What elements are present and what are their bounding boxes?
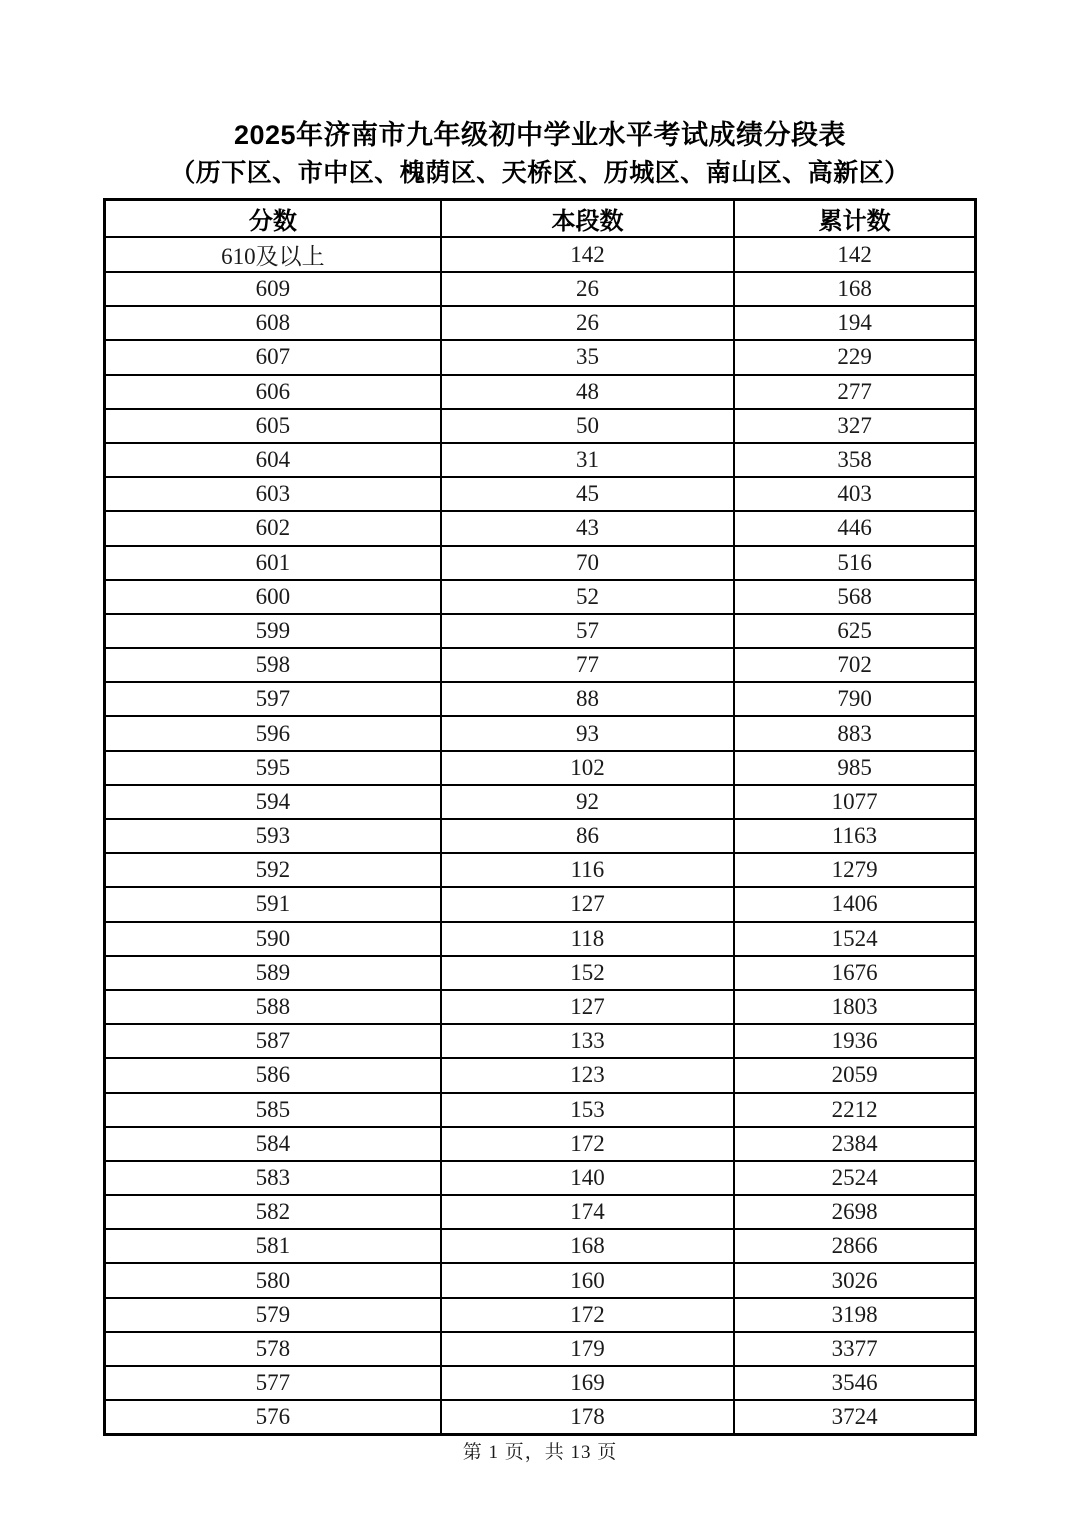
cumulative-count-cell: 1406: [734, 887, 975, 921]
score-cell: 594: [105, 785, 441, 819]
score-cell: 604: [105, 443, 441, 477]
segment-count-cell: 118: [441, 922, 735, 956]
cumulative-count-cell: 3546: [734, 1366, 975, 1400]
score-cell: 607: [105, 340, 441, 374]
cumulative-count-cell: 1163: [734, 819, 975, 853]
score-cell: 588: [105, 990, 441, 1024]
cumulative-count-cell: 1936: [734, 1024, 975, 1058]
table-row: [105, 580, 976, 614]
table-row: [105, 614, 976, 648]
cumulative-count-cell: 168: [734, 272, 975, 306]
score-cell: 599: [105, 614, 441, 648]
cumulative-count-cell: 985: [734, 751, 975, 785]
table-row: [105, 990, 976, 1024]
table-row: [105, 375, 976, 409]
table-row: [105, 1263, 976, 1297]
table-row: [105, 546, 976, 580]
segment-count-cell: 102: [441, 751, 735, 785]
cumulative-count-cell: 358: [734, 443, 975, 477]
cumulative-count-cell: 516: [734, 546, 975, 580]
score-cell: 585: [105, 1093, 441, 1127]
cumulative-count-cell: 2384: [734, 1127, 975, 1161]
score-cell: 606: [105, 375, 441, 409]
segment-count-cell: 92: [441, 785, 735, 819]
table-row: [105, 819, 976, 853]
col-header-segment-count: 本段数: [441, 200, 735, 238]
cumulative-count-cell: 702: [734, 648, 975, 682]
cumulative-count-cell: 3724: [734, 1400, 975, 1435]
cumulative-count-cell: 2866: [734, 1229, 975, 1263]
cumulative-count-cell: 1803: [734, 990, 975, 1024]
table-row: [105, 1127, 976, 1161]
segment-count-cell: 169: [441, 1366, 735, 1400]
col-header-cumulative-count: 累计数: [734, 200, 975, 238]
table-row: [105, 1298, 976, 1332]
cumulative-count-cell: 277: [734, 375, 975, 409]
score-cell: 579: [105, 1298, 441, 1332]
cumulative-count-cell: 3377: [734, 1332, 975, 1366]
segment-count-cell: 142: [441, 237, 735, 272]
score-distribution-table: [103, 198, 977, 1436]
segment-count-cell: 86: [441, 819, 735, 853]
cumulative-count-cell: 229: [734, 340, 975, 374]
table-row: [105, 716, 976, 750]
table-row: [105, 887, 976, 921]
score-cell: 598: [105, 648, 441, 682]
cumulative-count-cell: 3198: [734, 1298, 975, 1332]
score-cell: 591: [105, 887, 441, 921]
segment-count-cell: 133: [441, 1024, 735, 1058]
score-cell: 593: [105, 819, 441, 853]
score-cell: 587: [105, 1024, 441, 1058]
segment-count-cell: 178: [441, 1400, 735, 1435]
cumulative-count-cell: 1676: [734, 956, 975, 990]
segment-count-cell: 168: [441, 1229, 735, 1263]
score-cell: 605: [105, 409, 441, 443]
segment-count-cell: 127: [441, 990, 735, 1024]
score-cell: 595: [105, 751, 441, 785]
table-body: [105, 237, 976, 1435]
segment-count-cell: 70: [441, 546, 735, 580]
table-row: [105, 237, 976, 272]
table-row: [105, 648, 976, 682]
segment-count-cell: 160: [441, 1263, 735, 1297]
cumulative-count-cell: 3026: [734, 1263, 975, 1297]
document-subtitle: （历下区、市中区、槐荫区、天桥区、历城区、南山区、高新区）: [170, 159, 910, 187]
table-row: [105, 1400, 976, 1435]
segment-count-cell: 152: [441, 956, 735, 990]
segment-count-cell: 26: [441, 272, 735, 306]
segment-count-cell: 140: [441, 1161, 735, 1195]
cumulative-count-cell: 1279: [734, 853, 975, 887]
cumulative-count-cell: 1077: [734, 785, 975, 819]
table-row: [105, 785, 976, 819]
score-cell: 600: [105, 580, 441, 614]
cumulative-count-cell: 790: [734, 682, 975, 716]
header-row: [105, 200, 976, 238]
score-cell: 586: [105, 1058, 441, 1092]
score-cell: 582: [105, 1195, 441, 1229]
score-cell: 576: [105, 1400, 441, 1435]
cumulative-count-cell: 2698: [734, 1195, 975, 1229]
cumulative-count-cell: 883: [734, 716, 975, 750]
score-cell: 578: [105, 1332, 441, 1366]
segment-count-cell: 31: [441, 443, 735, 477]
table-row: [105, 751, 976, 785]
table-row: [105, 1195, 976, 1229]
cumulative-count-cell: 327: [734, 409, 975, 443]
segment-count-cell: 57: [441, 614, 735, 648]
score-cell: 597: [105, 682, 441, 716]
table-row: [105, 1332, 976, 1366]
segment-count-cell: 35: [441, 340, 735, 374]
table-row: [105, 853, 976, 887]
cumulative-count-cell: 194: [734, 306, 975, 340]
table-row: [105, 1024, 976, 1058]
score-cell: 589: [105, 956, 441, 990]
score-cell: 577: [105, 1366, 441, 1400]
segment-count-cell: 172: [441, 1298, 735, 1332]
cumulative-count-cell: 1524: [734, 922, 975, 956]
segment-count-cell: 172: [441, 1127, 735, 1161]
table-row: [105, 1161, 976, 1195]
segment-count-cell: 77: [441, 648, 735, 682]
table-row: [105, 1229, 976, 1263]
segment-count-cell: 45: [441, 477, 735, 511]
score-cell: 580: [105, 1263, 441, 1297]
table-row: [105, 272, 976, 306]
score-cell: 609: [105, 272, 441, 306]
table-row: [105, 477, 976, 511]
table-row: [105, 306, 976, 340]
table-row: [105, 1093, 976, 1127]
table-row: [105, 409, 976, 443]
score-cell: 583: [105, 1161, 441, 1195]
cumulative-count-cell: 625: [734, 614, 975, 648]
segment-count-cell: 50: [441, 409, 735, 443]
table-row: [105, 922, 976, 956]
table-row: [105, 682, 976, 716]
segment-count-cell: 88: [441, 682, 735, 716]
segment-count-cell: 43: [441, 511, 735, 545]
cumulative-count-cell: 446: [734, 511, 975, 545]
segment-count-cell: 179: [441, 1332, 735, 1366]
score-cell: 581: [105, 1229, 441, 1263]
segment-count-cell: 48: [441, 375, 735, 409]
score-cell: 608: [105, 306, 441, 340]
col-header-score: 分数: [105, 200, 441, 238]
cumulative-count-cell: 2212: [734, 1093, 975, 1127]
table-row: [105, 443, 976, 477]
table-row: [105, 340, 976, 374]
score-cell: 602: [105, 511, 441, 545]
table-row: [105, 1058, 976, 1092]
score-cell: 590: [105, 922, 441, 956]
score-cell: 592: [105, 853, 441, 887]
cumulative-count-cell: 568: [734, 580, 975, 614]
score-cell: 610及以上: [105, 237, 441, 272]
score-cell: 601: [105, 546, 441, 580]
table-row: [105, 511, 976, 545]
segment-count-cell: 52: [441, 580, 735, 614]
score-cell: 596: [105, 716, 441, 750]
segment-count-cell: 116: [441, 853, 735, 887]
segment-count-cell: 174: [441, 1195, 735, 1229]
cumulative-count-cell: 2059: [734, 1058, 975, 1092]
segment-count-cell: 127: [441, 887, 735, 921]
page-number: 第 1 页，共 13 页: [462, 1442, 618, 1463]
document-title: 2025年济南市九年级初中学业水平考试成绩分段表: [233, 120, 847, 150]
cumulative-count-cell: 2524: [734, 1161, 975, 1195]
cumulative-count-cell: 142: [734, 237, 975, 272]
score-cell: 603: [105, 477, 441, 511]
cumulative-count-cell: 403: [734, 477, 975, 511]
segment-count-cell: 153: [441, 1093, 735, 1127]
segment-count-cell: 93: [441, 716, 735, 750]
table-row: [105, 1366, 976, 1400]
segment-count-cell: 123: [441, 1058, 735, 1092]
score-cell: 584: [105, 1127, 441, 1161]
table-row: [105, 956, 976, 990]
segment-count-cell: 26: [441, 306, 735, 340]
